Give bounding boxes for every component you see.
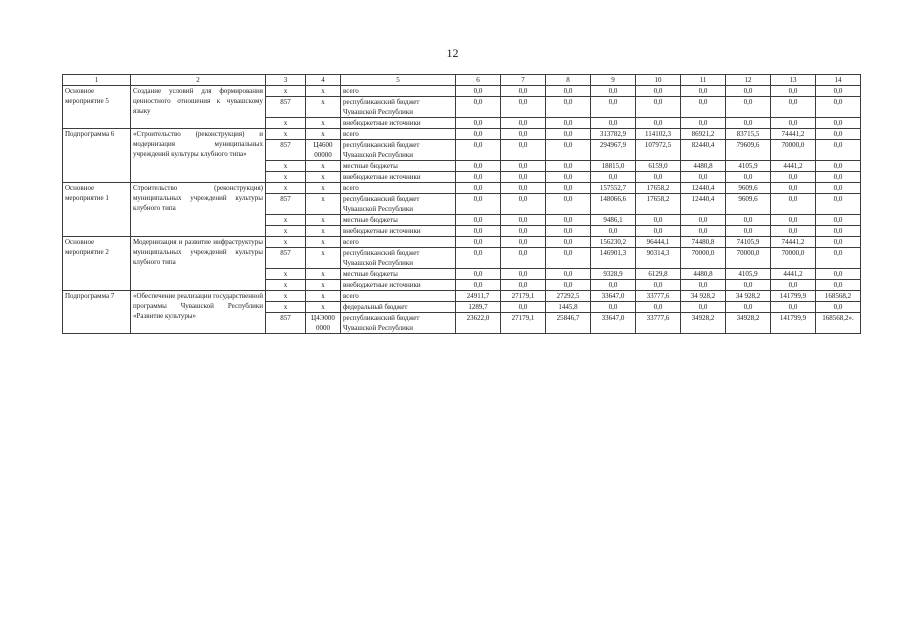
grbs-code-cell: х <box>266 302 306 313</box>
value-cell: 148066,6 <box>591 194 636 215</box>
value-cell: 70000,0 <box>726 248 771 269</box>
value-cell: 74105,9 <box>726 237 771 248</box>
section-description-cell: Создание условий для формирования ценностного отношения к чувашскому языку <box>131 86 266 129</box>
value-cell: 0,0 <box>681 97 726 118</box>
value-cell: 0,0 <box>456 118 501 129</box>
value-cell: 0,0 <box>771 302 816 313</box>
grbs-code-cell: х <box>266 291 306 302</box>
table-row <box>63 86 861 97</box>
value-cell: 0,0 <box>816 97 861 118</box>
value-cell: 0,0 <box>546 248 591 269</box>
funding-source-cell: местные бюджеты <box>341 161 456 172</box>
target-article-code-cell: х <box>306 118 341 129</box>
value-cell: 33777,6 <box>636 313 681 334</box>
grbs-code-cell: 857 <box>266 313 306 334</box>
value-cell: 0,0 <box>771 194 816 215</box>
target-article-code-cell: х <box>306 226 341 237</box>
value-cell: 0,0 <box>456 86 501 97</box>
funding-source-cell: внебюджетные источники <box>341 118 456 129</box>
value-cell: 0,0 <box>546 280 591 291</box>
value-cell: 0,0 <box>501 302 546 313</box>
value-cell: 0,0 <box>501 172 546 183</box>
value-cell: 0,0 <box>591 118 636 129</box>
value-cell: 0,0 <box>591 226 636 237</box>
value-cell: 0,0 <box>816 194 861 215</box>
column-number-header: 9 <box>591 75 636 86</box>
value-cell: 0,0 <box>546 269 591 280</box>
grbs-code-cell: х <box>266 172 306 183</box>
column-number-header: 13 <box>771 75 816 86</box>
value-cell: 34 928,2 <box>681 291 726 302</box>
target-article-code-cell: х <box>306 183 341 194</box>
value-cell: 141799,9 <box>771 313 816 334</box>
value-cell: 9486,1 <box>591 215 636 226</box>
value-cell: 0,0 <box>456 97 501 118</box>
value-cell: 70000,0 <box>681 248 726 269</box>
value-cell: 0,0 <box>816 248 861 269</box>
value-cell: 86921,2 <box>681 129 726 140</box>
value-cell: 0,0 <box>546 86 591 97</box>
funding-source-cell: всего <box>341 237 456 248</box>
value-cell: 0,0 <box>591 97 636 118</box>
value-cell: 1289,7 <box>456 302 501 313</box>
grbs-code-cell: х <box>266 86 306 97</box>
value-cell: 24911,7 <box>456 291 501 302</box>
column-number-header-row <box>63 75 861 86</box>
value-cell: 0,0 <box>681 226 726 237</box>
value-cell: 0,0 <box>771 118 816 129</box>
value-cell: 0,0 <box>546 161 591 172</box>
value-cell: 0,0 <box>636 118 681 129</box>
target-article-code-cell: х <box>306 129 341 140</box>
value-cell: 146901,3 <box>591 248 636 269</box>
value-cell: 96444,1 <box>636 237 681 248</box>
value-cell: 0,0 <box>681 280 726 291</box>
target-article-code-cell: х <box>306 161 341 172</box>
value-cell: 294967,9 <box>591 140 636 161</box>
value-cell: 0,0 <box>681 118 726 129</box>
value-cell: 0,0 <box>591 172 636 183</box>
value-cell: 6159,0 <box>636 161 681 172</box>
grbs-code-cell: х <box>266 237 306 248</box>
value-cell: 0,0 <box>501 194 546 215</box>
value-cell: 34928,2 <box>726 313 771 334</box>
value-cell: 0,0 <box>771 183 816 194</box>
value-cell: 90314,3 <box>636 248 681 269</box>
value-cell: 6129,8 <box>636 269 681 280</box>
value-cell: 0,0 <box>771 215 816 226</box>
value-cell: 0,0 <box>546 183 591 194</box>
funding-source-cell: республиканский бюджет Чувашской Республики <box>341 140 456 161</box>
value-cell: 0,0 <box>546 140 591 161</box>
grbs-code-cell: 857 <box>266 248 306 269</box>
value-cell: 0,0 <box>636 226 681 237</box>
value-cell: 0,0 <box>546 172 591 183</box>
value-cell: 0,0 <box>501 129 546 140</box>
value-cell: 0,0 <box>501 140 546 161</box>
value-cell: 70000,0 <box>771 140 816 161</box>
target-article-code-cell: Ц4600 00000 <box>306 140 341 161</box>
value-cell: 0,0 <box>546 97 591 118</box>
value-cell: 33647,0 <box>591 313 636 334</box>
column-number-header: 6 <box>456 75 501 86</box>
grbs-code-cell: х <box>266 280 306 291</box>
value-cell: 0,0 <box>546 194 591 215</box>
value-cell: 70000,0 <box>771 248 816 269</box>
column-number-header: 10 <box>636 75 681 86</box>
target-article-code-cell: х <box>306 194 341 215</box>
value-cell: 9328,9 <box>591 269 636 280</box>
table-row <box>63 183 861 194</box>
value-cell: 0,0 <box>456 140 501 161</box>
value-cell: 4480,8 <box>681 161 726 172</box>
value-cell: 34 928,2 <box>726 291 771 302</box>
value-cell: 12440,4 <box>681 183 726 194</box>
section-name-cell: Основное мероприятие 1 <box>63 183 131 237</box>
column-number-header: 3 <box>266 75 306 86</box>
target-article-code-cell: х <box>306 97 341 118</box>
value-cell: 0,0 <box>816 183 861 194</box>
funding-source-cell: внебюджетные источники <box>341 172 456 183</box>
section-name-cell: Основное мероприятие 5 <box>63 86 131 129</box>
value-cell: 4441,2 <box>771 269 816 280</box>
grbs-code-cell: 857 <box>266 97 306 118</box>
value-cell: 9609,6 <box>726 183 771 194</box>
value-cell: 0,0 <box>456 183 501 194</box>
value-cell: 0,0 <box>816 172 861 183</box>
grbs-code-cell: х <box>266 129 306 140</box>
column-number-header: 5 <box>341 75 456 86</box>
page-number: 12 <box>446 46 459 60</box>
value-cell: 0,0 <box>771 97 816 118</box>
value-cell: 114102,3 <box>636 129 681 140</box>
target-article-code-cell: х <box>306 302 341 313</box>
target-article-code-cell: х <box>306 248 341 269</box>
value-cell: 83715,5 <box>726 129 771 140</box>
value-cell: 0,0 <box>816 86 861 97</box>
value-cell: 0,0 <box>681 86 726 97</box>
target-article-code-cell: х <box>306 291 341 302</box>
value-cell: 0,0 <box>816 118 861 129</box>
value-cell: 0,0 <box>636 172 681 183</box>
value-cell: 0,0 <box>816 161 861 172</box>
value-cell: 0,0 <box>546 226 591 237</box>
section-description-cell: Модернизация и развитие инфраструктуры муниципальных учреждений культуры клубного типа <box>131 237 266 291</box>
value-cell: 27179,1 <box>501 291 546 302</box>
value-cell: 0,0 <box>501 269 546 280</box>
value-cell: 156230,2 <box>591 237 636 248</box>
funding-source-cell: республиканский бюджет Чувашской Республики <box>341 313 456 334</box>
value-cell: 0,0 <box>636 280 681 291</box>
value-cell: 0,0 <box>591 280 636 291</box>
funding-source-cell: внебюджетные источники <box>341 280 456 291</box>
value-cell: 0,0 <box>726 302 771 313</box>
target-article-code-cell: х <box>306 86 341 97</box>
value-cell: 0,0 <box>726 97 771 118</box>
grbs-code-cell: 857 <box>266 194 306 215</box>
value-cell: 82440,4 <box>681 140 726 161</box>
target-article-code-cell: х <box>306 215 341 226</box>
value-cell: 4105,9 <box>726 269 771 280</box>
funding-source-cell: всего <box>341 129 456 140</box>
value-cell: 0,0 <box>726 172 771 183</box>
value-cell: 33647,0 <box>591 291 636 302</box>
budget-table <box>62 74 861 334</box>
value-cell: 74441,2 <box>771 129 816 140</box>
value-cell: 0,0 <box>726 280 771 291</box>
value-cell: 0,0 <box>816 140 861 161</box>
value-cell: 168568,2». <box>816 313 861 334</box>
section-name-cell: Подпрограмма 6 <box>63 129 131 183</box>
value-cell: 0,0 <box>636 215 681 226</box>
value-cell: 0,0 <box>456 248 501 269</box>
value-cell: 4105,9 <box>726 161 771 172</box>
value-cell: 0,0 <box>726 86 771 97</box>
value-cell: 17658,2 <box>636 183 681 194</box>
value-cell: 0,0 <box>501 97 546 118</box>
value-cell: 4480,8 <box>681 269 726 280</box>
value-cell: 23622,0 <box>456 313 501 334</box>
funding-source-cell: всего <box>341 86 456 97</box>
section-name-cell: Основное мероприятие 2 <box>63 237 131 291</box>
column-number-header: 12 <box>726 75 771 86</box>
value-cell: 0,0 <box>546 118 591 129</box>
value-cell: 313782,9 <box>591 129 636 140</box>
value-cell: 0,0 <box>726 118 771 129</box>
value-cell: 0,0 <box>636 97 681 118</box>
value-cell: 18815,0 <box>591 161 636 172</box>
table-row <box>63 237 861 248</box>
value-cell: 0,0 <box>456 226 501 237</box>
value-cell: 0,0 <box>501 118 546 129</box>
grbs-code-cell: х <box>266 226 306 237</box>
value-cell: 74441,2 <box>771 237 816 248</box>
target-article-code-cell: х <box>306 237 341 248</box>
value-cell: 0,0 <box>456 215 501 226</box>
value-cell: 0,0 <box>771 86 816 97</box>
value-cell: 0,0 <box>501 280 546 291</box>
value-cell: 0,0 <box>456 194 501 215</box>
target-article-code-cell: х <box>306 269 341 280</box>
section-description-cell: Строительство (реконструкция) муниципальных учреждений культуры клубного типа <box>131 183 266 237</box>
value-cell: 0,0 <box>726 226 771 237</box>
value-cell: 1445,8 <box>546 302 591 313</box>
column-number-header: 7 <box>501 75 546 86</box>
value-cell: 0,0 <box>816 280 861 291</box>
value-cell: 107972,5 <box>636 140 681 161</box>
target-article-code-cell: Ц4Э000 0000 <box>306 313 341 334</box>
value-cell: 0,0 <box>636 86 681 97</box>
grbs-code-cell: х <box>266 183 306 194</box>
funding-source-cell: федеральный бюджет <box>341 302 456 313</box>
value-cell: 0,0 <box>726 215 771 226</box>
value-cell: 74480,8 <box>681 237 726 248</box>
value-cell: 0,0 <box>456 172 501 183</box>
column-number-header: 14 <box>816 75 861 86</box>
value-cell: 0,0 <box>816 215 861 226</box>
target-article-code-cell: х <box>306 280 341 291</box>
funding-source-cell: всего <box>341 183 456 194</box>
funding-source-cell: внебюджетные источники <box>341 226 456 237</box>
funding-source-cell: республиканский бюджет Чувашской Республики <box>341 194 456 215</box>
grbs-code-cell: 857 <box>266 140 306 161</box>
funding-source-cell: республиканский бюджет Чувашской Республики <box>341 97 456 118</box>
value-cell: 27179,1 <box>501 313 546 334</box>
value-cell: 0,0 <box>546 129 591 140</box>
value-cell: 34928,2 <box>681 313 726 334</box>
value-cell: 0,0 <box>501 86 546 97</box>
column-number-header: 11 <box>681 75 726 86</box>
column-number-header: 4 <box>306 75 341 86</box>
value-cell: 33777,6 <box>636 291 681 302</box>
target-article-code-cell: х <box>306 172 341 183</box>
value-cell: 0,0 <box>591 86 636 97</box>
value-cell: 141799,9 <box>771 291 816 302</box>
value-cell: 0,0 <box>501 161 546 172</box>
value-cell: 0,0 <box>546 237 591 248</box>
value-cell: 0,0 <box>456 269 501 280</box>
value-cell: 0,0 <box>636 302 681 313</box>
value-cell: 9609,6 <box>726 194 771 215</box>
value-cell: 12440,4 <box>681 194 726 215</box>
column-number-header: 8 <box>546 75 591 86</box>
funding-source-cell: всего <box>341 291 456 302</box>
table-row <box>63 291 861 302</box>
grbs-code-cell: х <box>266 161 306 172</box>
value-cell: 0,0 <box>501 215 546 226</box>
grbs-code-cell: х <box>266 215 306 226</box>
value-cell: 0,0 <box>771 172 816 183</box>
funding-source-cell: местные бюджеты <box>341 269 456 280</box>
value-cell: 0,0 <box>546 215 591 226</box>
value-cell: 157552,7 <box>591 183 636 194</box>
value-cell: 168568,2 <box>816 291 861 302</box>
value-cell: 25846,7 <box>546 313 591 334</box>
value-cell: 0,0 <box>771 280 816 291</box>
value-cell: 0,0 <box>456 280 501 291</box>
value-cell: 0,0 <box>501 183 546 194</box>
value-cell: 0,0 <box>681 172 726 183</box>
funding-source-cell: местные бюджеты <box>341 215 456 226</box>
grbs-code-cell: х <box>266 269 306 280</box>
value-cell: 79609,6 <box>726 140 771 161</box>
value-cell: 4441,2 <box>771 161 816 172</box>
value-cell: 0,0 <box>456 237 501 248</box>
value-cell: 0,0 <box>816 129 861 140</box>
table-row <box>63 129 861 140</box>
value-cell: 27292,5 <box>546 291 591 302</box>
value-cell: 0,0 <box>591 302 636 313</box>
value-cell: 0,0 <box>456 129 501 140</box>
value-cell: 0,0 <box>771 226 816 237</box>
value-cell: 17658,2 <box>636 194 681 215</box>
value-cell: 0,0 <box>816 302 861 313</box>
grbs-code-cell: х <box>266 118 306 129</box>
column-number-header: 1 <box>63 75 131 86</box>
funding-source-cell: республиканский бюджет Чувашской Республики <box>341 248 456 269</box>
value-cell: 0,0 <box>681 215 726 226</box>
column-number-header: 2 <box>131 75 266 86</box>
section-name-cell: Подпрограмма 7 <box>63 291 131 334</box>
value-cell: 0,0 <box>816 269 861 280</box>
value-cell: 0,0 <box>501 248 546 269</box>
value-cell: 0,0 <box>501 226 546 237</box>
value-cell: 0,0 <box>681 302 726 313</box>
value-cell: 0,0 <box>501 237 546 248</box>
value-cell: 0,0 <box>816 237 861 248</box>
section-description-cell: «Строительство (реконструкция) и модернизация муниципальных учреждений культуры клубного типа» <box>131 129 266 183</box>
section-description-cell: «Обеспечение реализации государственной программы Чувашской Республики «Развитие культуры» <box>131 291 266 334</box>
value-cell: 0,0 <box>456 161 501 172</box>
value-cell: 0,0 <box>816 226 861 237</box>
